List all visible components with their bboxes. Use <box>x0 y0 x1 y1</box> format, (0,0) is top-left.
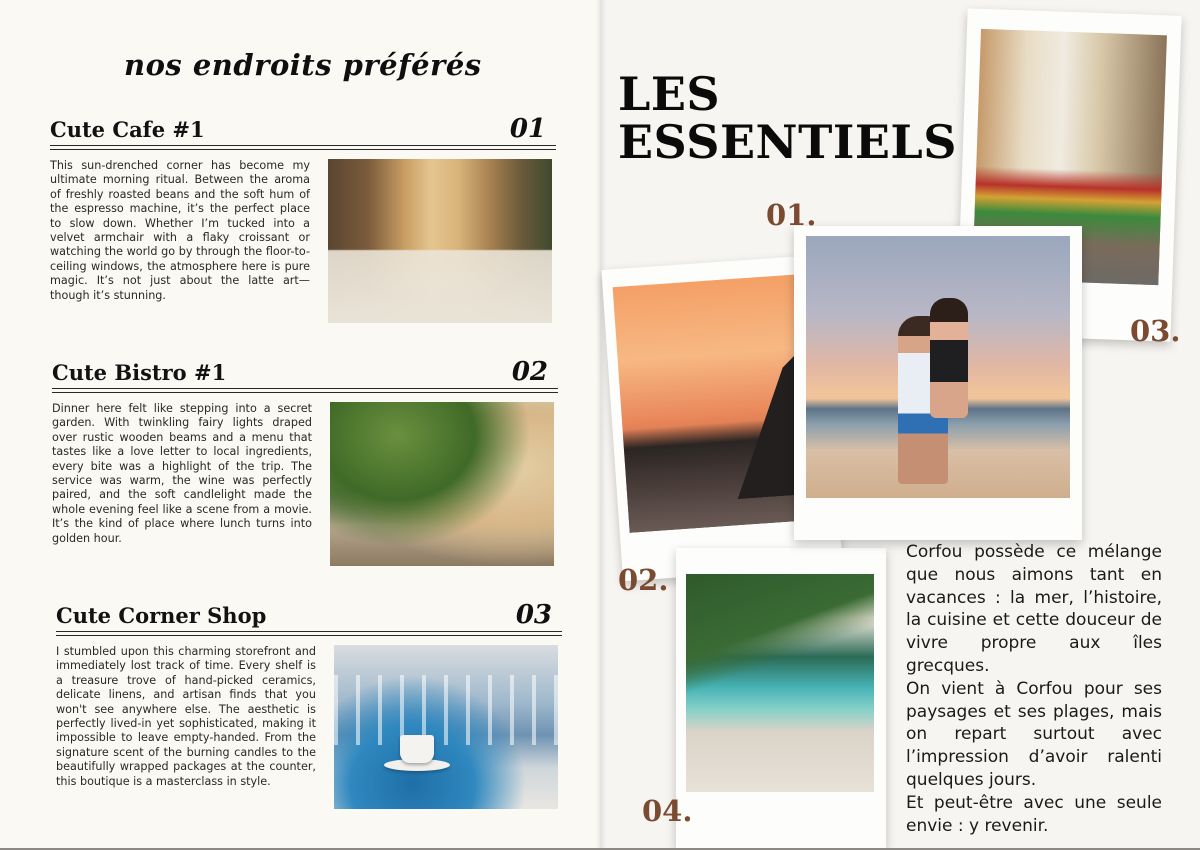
intro-paragraph: Corfou possède ce mélange que nous aimons tant en vacances : la mer, l’histoire, la cuisine et cette douceur de vivre propre aux îles grecques. <box>906 542 1162 676</box>
entry-body <box>52 402 558 566</box>
section-script-title: nos endroits préférés <box>124 48 482 82</box>
entry-header <box>56 600 562 630</box>
page-spine <box>596 0 606 850</box>
entry-divider <box>50 145 556 150</box>
page-title-line-2: ESSENTIELS <box>618 115 957 169</box>
polaroid-couple <box>794 226 1082 540</box>
entry-number: 01 <box>509 114 546 144</box>
entry-bistro <box>52 357 558 566</box>
entry-description: I stumbled upon this charming storefront and immediately lost track of time. Every shelf is a treasure trove of hand-picked ceramics, delicate linens, and artisan finds that you won't see anywhere else. The aesthetic is perfectly lived-in yet sophisticated, making it impossible to leave empty-handed. From the signature scent of the burning candles to the beautifully wrapped packages at the counter, this boutique is a masterclass in style. <box>56 645 316 788</box>
entry-number: 03 <box>515 600 552 630</box>
entry-number: 02 <box>511 357 548 387</box>
entry-description: This sun-drenched corner has become my ultimate morning ritual. Between the aroma of freshly roasted beans and the soft hum of the espresso machine, it’s the perfect place to slow down. Whether I’m tucked into a velvet armchair with a flaky croissant or watching the world go by through the floor-to-ceiling windows, the atmosphere here is pure magic. It’s not just about the latte art—though it’s stunning. <box>50 159 310 302</box>
entry-cafe <box>50 114 556 323</box>
entry-title: Cute Corner Shop <box>56 603 267 628</box>
entry-body <box>56 645 562 809</box>
intro-paragraph: Et peut-être avec une seule envie : y revenir. <box>906 792 1162 836</box>
page-title-line-1: LES <box>618 67 721 121</box>
couple-beach-photo <box>806 236 1070 498</box>
photo-number-2: 02. <box>618 563 669 597</box>
entry-divider <box>56 631 562 636</box>
entry-shop <box>56 600 562 809</box>
coffee-cup-shape <box>400 735 434 763</box>
entry-body <box>50 159 556 323</box>
beach-photo <box>686 574 874 792</box>
photo-number-4: 04. <box>642 794 693 828</box>
intro-paragraph: On vient à Corfou pour ses paysages et ses plages, mais on repart surtout avec l’impression d’avoir ralenti quelques jours. <box>906 678 1162 790</box>
entry-header <box>50 114 556 144</box>
photo-number-1: 01. <box>766 198 817 232</box>
entry-header <box>52 357 558 387</box>
intro-text <box>906 541 1162 837</box>
cafe-street-photo <box>328 159 552 323</box>
coffee-balcony-photo <box>334 645 558 809</box>
entry-title: Cute Bistro #1 <box>52 360 227 385</box>
bistro-terrace-photo <box>330 402 554 566</box>
page-title <box>618 67 957 169</box>
photo-number-3: 03. <box>1130 314 1181 348</box>
polaroid-beach <box>676 548 886 848</box>
person-shape <box>930 298 968 418</box>
entry-description: Dinner here felt like stepping into a secret garden. With twinkling fairy lights draped over rustic wooden beams and a menu that tastes like a love letter to local ingredients, every bite was a highlight of the trip. The service was warm, the wine was perfectly paired, and the soft candlelight made the whole evening feel like a scene from a movie. It’s the kind of place where lunch turns into golden hour. <box>52 402 312 545</box>
entry-title: Cute Cafe #1 <box>50 117 205 142</box>
entry-divider <box>52 388 558 393</box>
balcony-railing <box>334 675 558 745</box>
